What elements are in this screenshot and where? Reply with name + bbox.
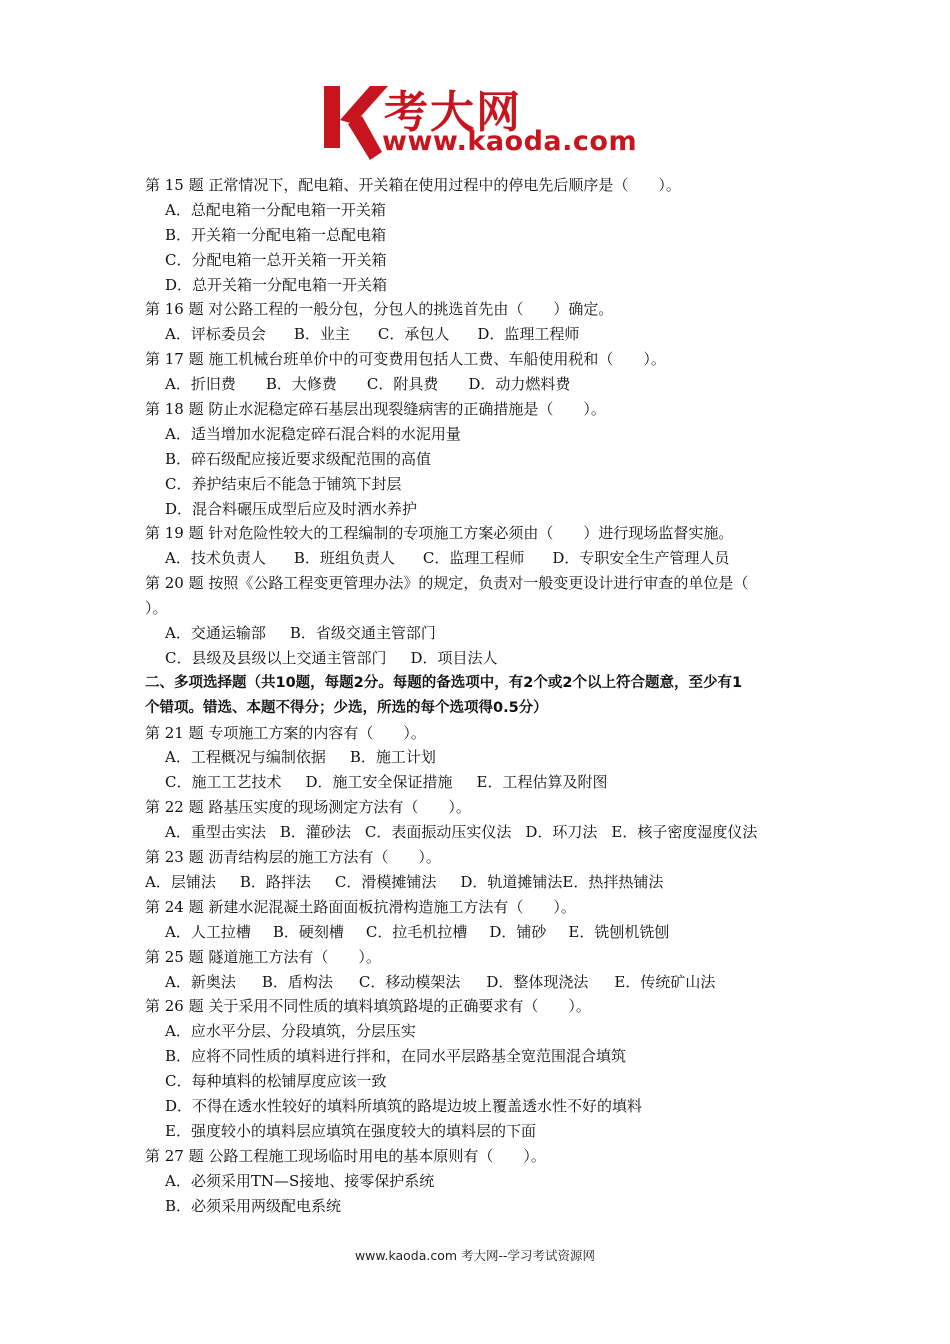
option: E．核子密度湿度仪法 [611,823,758,842]
option: C．监理工程师 [422,549,525,568]
option: C．附具费 [366,375,439,394]
option-row [145,646,815,671]
option: B．业主 [293,325,350,344]
question-line: B．必须采用两级配电系统 [165,1196,342,1215]
question-line: C．分配电箱一总开关箱一开关箱 [165,250,387,269]
option: E．工程估算及附图 [476,773,608,792]
option: D．轨道摊铺法E．热拌热铺法 [460,872,664,891]
logo [318,80,648,162]
k-logo-icon [318,80,388,162]
option: A．工程概况与编制依据 [165,748,326,767]
option: B．路拌法 [239,872,311,891]
option: D．环刀法 [525,823,598,842]
option: A．重型击实法 [165,823,266,842]
question-line: 第 26 题 关于采用不同性质的填料填筑路堤的正确要求有（ ）。 [145,997,591,1016]
logo-url: www.kaoda.com [382,126,638,157]
question-line: 第 25 题 隧道施工方法有（ ）。 [145,947,381,966]
option: A．技术负责人 [165,549,266,568]
question-line: D．混合料碾压成型后应及时洒水养护 [165,499,418,518]
question-line: 第 23 题 沥青结构层的施工方法有（ ）。 [145,848,441,867]
question-line: B．开关箱一分配电箱一总配电箱 [165,225,387,244]
question-line: 第 18 题 防止水泥稳定碎石基层出现裂缝病害的正确措施是（ ）。 [145,400,606,419]
question-line: A．总配电箱一分配电箱一开关箱 [165,200,386,219]
option: B．灌砂法 [279,823,351,842]
option-row [145,970,815,995]
question-line: A．必须采用TN—S接地、接零保护系统 [165,1171,435,1190]
document-body [145,173,815,1218]
option-row [145,546,815,571]
option: A．评标委员会 [165,325,266,344]
question-line: B．应将不同性质的填料进行拌和，在同水平层路基全宽范围混合填筑 [165,1047,627,1066]
option-row [145,322,815,347]
question-line: 第 17 题 施工机械台班单价中的可变费用包括人工费、车船使用税和（ ）。 [145,350,666,369]
option: C．拉毛机拉槽 [365,922,468,941]
question-line: 第 21 题 专项施工方案的内容有（ ）。 [145,723,426,742]
option: E．传统矿山法 [614,972,716,991]
option: C．县级及县级以上交通主管部门 [165,648,387,667]
option: C．滑模摊铺法 [334,872,437,891]
option: D．项目法人 [410,648,498,667]
option-row [145,770,815,795]
option: B．硬刻槽 [272,922,344,941]
option: A．人工拉槽 [165,922,251,941]
question-line: 第 15 题 正常情况下，配电箱、开关箱在使用过程中的停电先后顺序是（ ）。 [145,176,681,194]
question-line: C．每种填料的松铺厚度应该一致 [165,1072,387,1091]
question-line: C．养护结束后不能急于铺筑下封层 [165,474,402,493]
option: D．铺砂 [489,922,547,941]
question-line: 第 19 题 针对危险性较大的工程编制的专项施工方案必须由（ ）进行现场监督实施。 [145,524,734,543]
option-row [145,920,815,945]
question-line: 第 24 题 新建水泥混凝土路面面板抗滑构造施工方法有（ ）。 [145,897,576,916]
option: C．承包人 [377,325,450,344]
question-line: A．适当增加水泥稳定碎石混合料的水泥用量 [165,424,461,443]
question-line: D．不得在透水性较好的填料所填筑的路堤边坡上覆盖透水性不好的填料 [165,1096,643,1115]
question-line: 第 20 题 按照《公路工程变更管理办法》的规定，负责对一般变更设计进行审查的单位是（ [145,574,749,593]
question-line: ）。 [145,599,168,618]
option: D．施工安全保证措施 [305,773,453,792]
question-line: 第 16 题 对公路工程的一般分包，分包人的挑选首先由（ ）确定。 [145,300,614,319]
option: A．交通运输部 [165,624,266,643]
option: B．省级交通主管部门 [289,624,436,643]
option: C．表面振动压实仪法 [364,823,512,842]
option-row [145,621,815,646]
option-row [145,372,815,397]
section-heading: 二、多项选择题（共10题，每题2分。每题的备选项中，有2个或2个以上符合题意，至少有1 [145,674,743,691]
question-line: 第 27 题 公路工程施工现场临时用电的基本原则有（ ）。 [145,1146,546,1165]
logo-title: 考大网 [384,87,522,138]
question-line: E．强度较小的填料层应填筑在强度较大的填料层的下面 [165,1121,536,1140]
option: A．新奥法 [165,972,236,991]
option-row [145,820,815,845]
option: B．大修费 [265,375,337,394]
option: D．专职安全生产管理人员 [552,549,730,568]
option: B．盾构法 [261,972,333,991]
question-line: 第 22 题 路基压实度的现场测定方法有（ ）。 [145,798,471,817]
option: D．动力燃料费 [468,375,571,394]
option-row [145,745,815,770]
option: E．铣刨机铣刨 [568,922,670,941]
section-heading: 个错项。错选、本题不得分；少选，所选的每个选项得0.5分） [145,699,548,716]
option: A．层铺法 [145,872,216,891]
question-line: B．碎石级配应接近要求级配范围的高值 [165,449,432,468]
option: C．施工工艺技术 [165,773,282,792]
option: A．折旧费 [165,375,236,394]
option: C．移动模架法 [358,972,461,991]
option-row [145,870,815,895]
option: D．监理工程师 [477,325,580,344]
option: B．班组负责人 [293,549,395,568]
page-footer: www.kaoda.com 考大网--学习考试资源网 [354,1248,596,1263]
option: D．整体现浇法 [486,972,589,991]
question-line: A．应水平分层、分段填筑，分层压实 [165,1022,416,1041]
question-line: D．总开关箱一分配电箱一开关箱 [165,275,388,294]
option: B．施工计划 [349,748,436,767]
